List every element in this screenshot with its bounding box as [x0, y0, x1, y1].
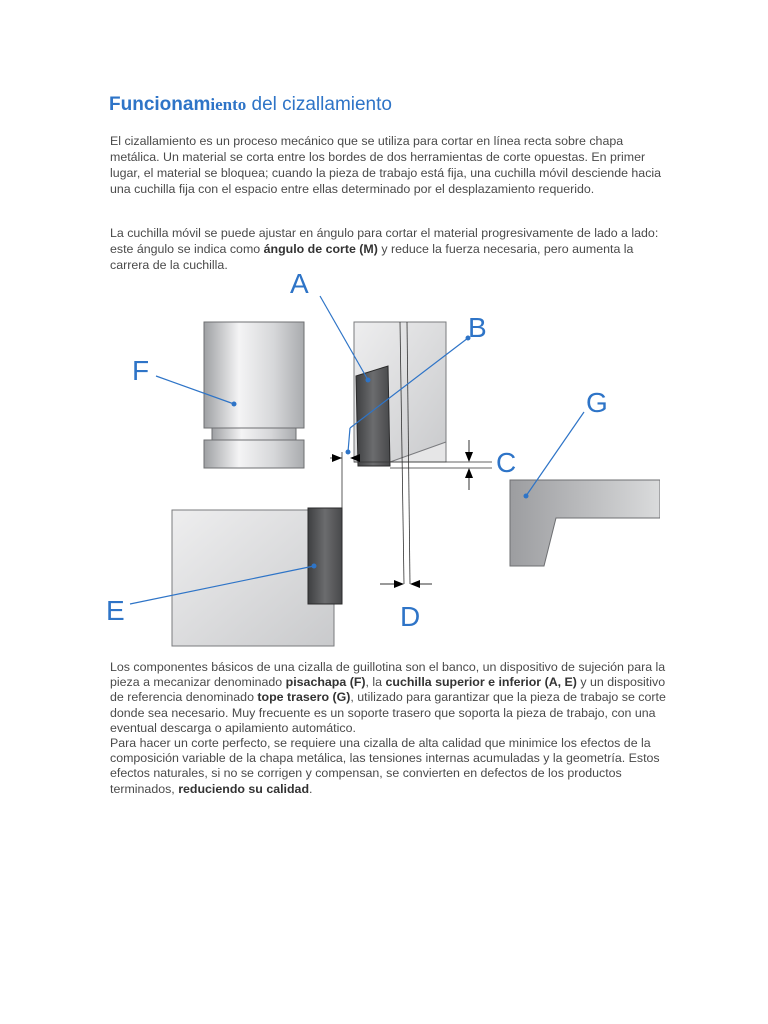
label-f: F [132, 355, 150, 386]
p2-bold-cutting-angle: ángulo de corte (M) [263, 242, 378, 256]
p3-s6: . [309, 781, 313, 796]
lower-blade [308, 508, 342, 604]
label-d: D [400, 601, 421, 632]
title-part-2: iento [210, 95, 247, 114]
paragraph-cutting-angle [110, 225, 670, 273]
p3-s3: y un dispositivo de referencia denominado [110, 675, 666, 705]
p3-s5: Para hacer un corte perfecto, se requiere una cizalla de alta calidad que minimice los efectos de la composición variable de la chapa metálica, las tensiones internas acumuladas y la geometría. Estos efectos naturales, si no se corrigen y compensan, se convierten en defectos de los productos terminados, [110, 736, 660, 796]
title-part-3: del cizallamiento [246, 94, 392, 115]
label-e: E [106, 595, 125, 626]
label-a: A [290, 268, 309, 299]
paragraph-intro: El cizallamiento es un proceso mecánico que se utiliza para cortar en línea recta sobre chapa metálica. Un material se corta entre los bordes de dos herramientas de corte opuestas. En primer lugar, el material se bloquea; cuando la pieza de trabajo está fija, una cuchilla móvil desciende hacia una cuchilla fija con el espacio entre ellas determinado por el desplazamiento requerido. [110, 134, 662, 196]
p2-text-before: La cuchilla móvil se puede ajustar en ángulo para cortar el material progresivamente de lado a lado: este ángulo se indica como [110, 226, 659, 256]
title-part-1: Funcionam [109, 94, 211, 115]
p3-s2: , la [365, 675, 386, 690]
label-c: C [496, 447, 517, 478]
label-g: G [586, 387, 608, 418]
page-title [109, 94, 392, 116]
p2-text-after: y reduce la fuerza necesaria, pero aumenta la carrera de la cuchilla. [110, 242, 634, 272]
p3-s4: , utilizado para garantizar que la pieza de trabajo se corte donde sea necesario. Muy frecuente es un soporte trasero que soporta la pieza de trabajo, con una eventual descarga o apilamiento automático. [110, 690, 666, 735]
label-b: B [468, 312, 487, 343]
upper-blade [356, 366, 390, 466]
shear-diagram [100, 268, 660, 660]
p3-s1: Los componentes básicos de una cizalla de guillotina son el banco, un dispositivo de sujeción para la pieza a mecanizar denominado [110, 660, 666, 690]
p3-b4: reduciendo su calidad [178, 781, 310, 796]
p3-b3: tope trasero (G) [257, 690, 351, 705]
hold-down-clamp [204, 322, 304, 468]
back-gauge [510, 480, 660, 566]
p3-b1: pisachapa (F) [285, 675, 366, 690]
p3-b2: cuchilla superior e inferior (A, E) [385, 675, 577, 690]
paragraph-components [110, 660, 670, 797]
